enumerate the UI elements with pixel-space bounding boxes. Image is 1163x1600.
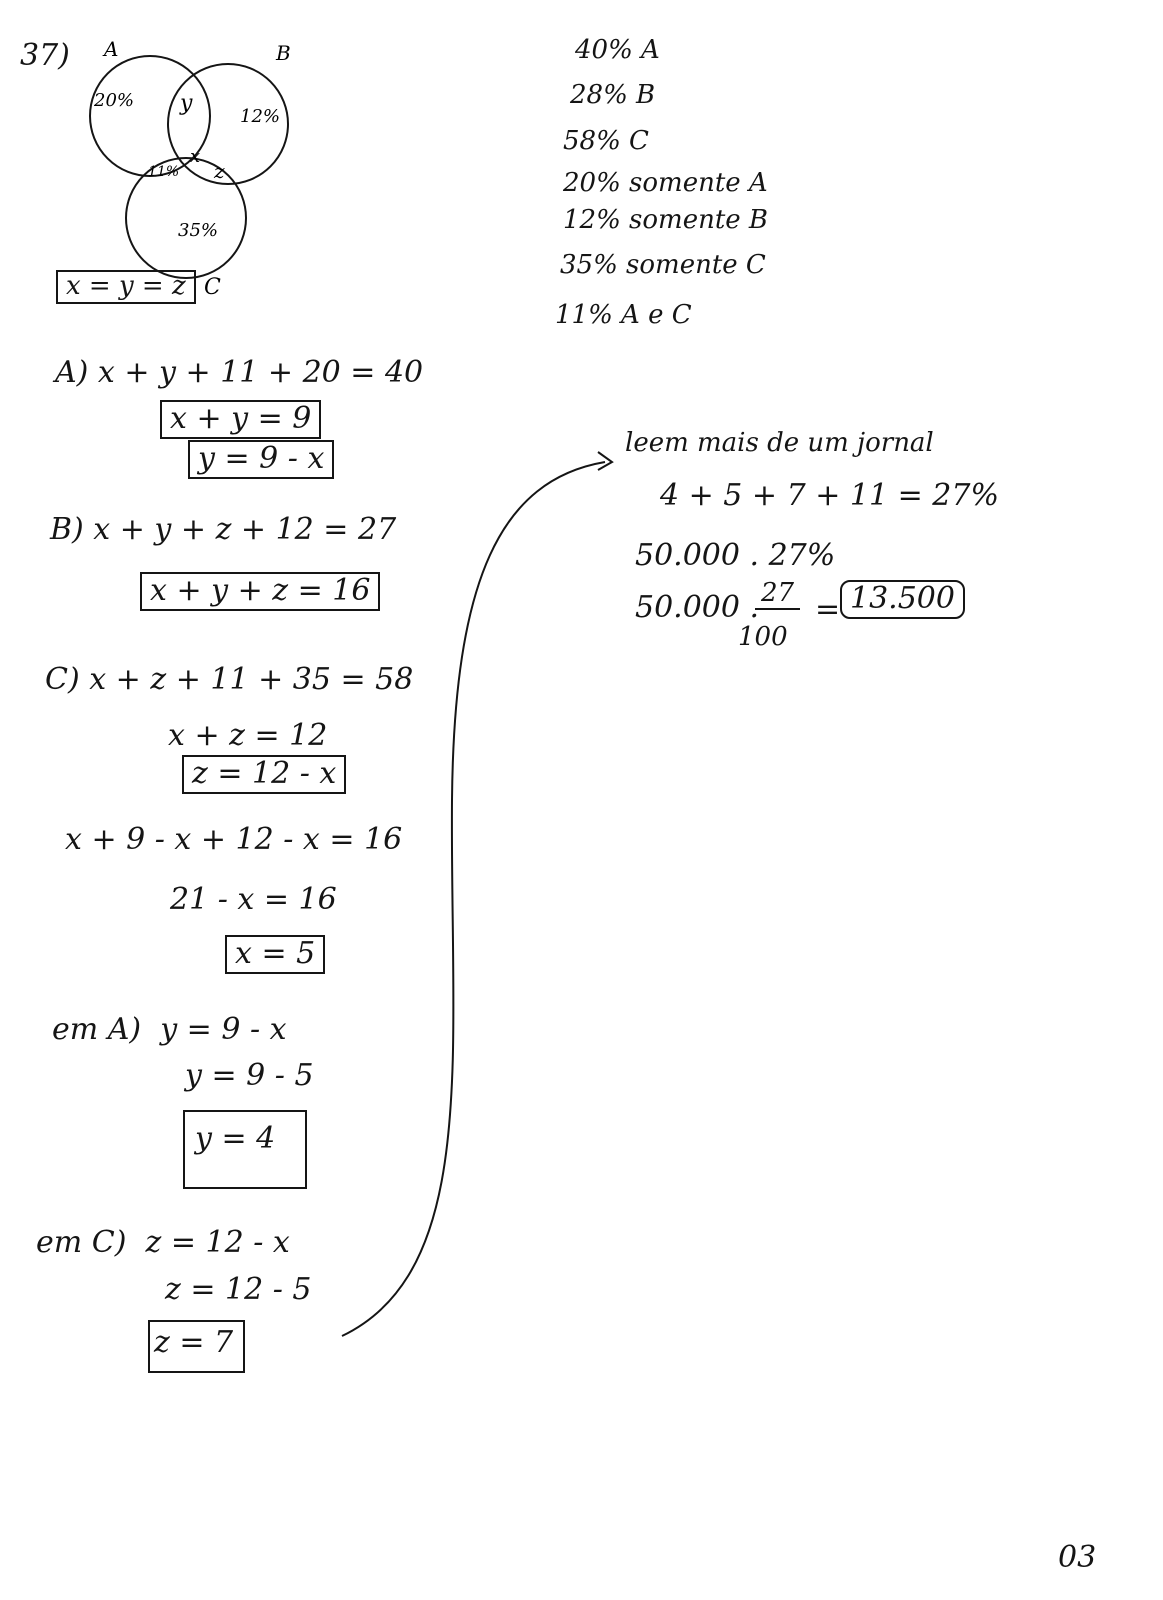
part-a-step1: x + y = 9	[160, 400, 321, 439]
a-and-c-value: 11%	[148, 164, 180, 180]
sub-a-line1: em A) y = 9 - x	[52, 1012, 287, 1047]
arrow-head-icon	[598, 452, 612, 470]
relation-box: x = y = z	[56, 270, 196, 304]
conclusion-heading: leem mais de um jornal	[625, 428, 934, 458]
problem-number: 37)	[20, 38, 70, 73]
circle-c	[126, 158, 246, 278]
conclusion-sum: 4 + 5 + 7 + 11 = 27%	[660, 478, 999, 513]
given-line: 58% C	[563, 126, 649, 156]
given-line: 28% B	[570, 80, 656, 110]
part-a-equation: A) x + y + 11 + 20 = 40	[55, 355, 424, 390]
sub-c-line1: em C) z = 12 - x	[36, 1225, 290, 1260]
y-result: y = 4	[183, 1110, 307, 1189]
part-c-step2: z = 12 - x	[182, 755, 346, 794]
label-a: A	[104, 37, 119, 61]
conclusion-calc2: 50.000 .	[635, 590, 760, 625]
part-b-step1: x + y + z = 16	[140, 572, 380, 611]
only-c-value: 35%	[178, 220, 219, 241]
x-result: x = 5	[225, 935, 325, 974]
only-a-value: 20%	[94, 90, 135, 111]
part-a-step2: y = 9 - x	[188, 440, 334, 479]
only-b-value: 12%	[240, 106, 281, 127]
a-and-b-value: y	[180, 91, 193, 116]
part-c-equation: C) x + z + 11 + 35 = 58	[45, 662, 414, 697]
fraction-denominator: 100	[738, 622, 788, 652]
given-line: 35% somente C	[560, 250, 766, 280]
page-number: 03	[1058, 1540, 1097, 1575]
sub-a-line2: y = 9 - 5	[185, 1058, 314, 1093]
part-c-step1: x + z = 12	[168, 718, 328, 753]
given-line: 40% A	[575, 35, 660, 65]
substitution-line2: 21 - x = 16	[170, 882, 337, 917]
final-answer: 13.500	[840, 580, 965, 619]
substitution-line1: x + 9 - x + 12 - x = 16	[65, 822, 403, 857]
sub-c-line2: z = 12 - 5	[165, 1272, 312, 1307]
equals-sign: =	[815, 592, 841, 627]
given-line: 11% A e C	[555, 300, 692, 330]
given-line: 12% somente B	[563, 205, 769, 235]
label-c: C	[204, 275, 221, 300]
z-result: z = 7	[148, 1320, 245, 1373]
fraction-numerator: 27	[755, 578, 800, 610]
label-b: B	[276, 41, 291, 65]
part-b-equation: B) x + y + z + 12 = 27	[50, 512, 397, 547]
conclusion-calc1: 50.000 . 27%	[635, 538, 836, 573]
all-three-value: x	[190, 146, 201, 167]
b-and-c-value: z	[214, 159, 225, 183]
given-line: 20% somente A	[563, 168, 768, 198]
